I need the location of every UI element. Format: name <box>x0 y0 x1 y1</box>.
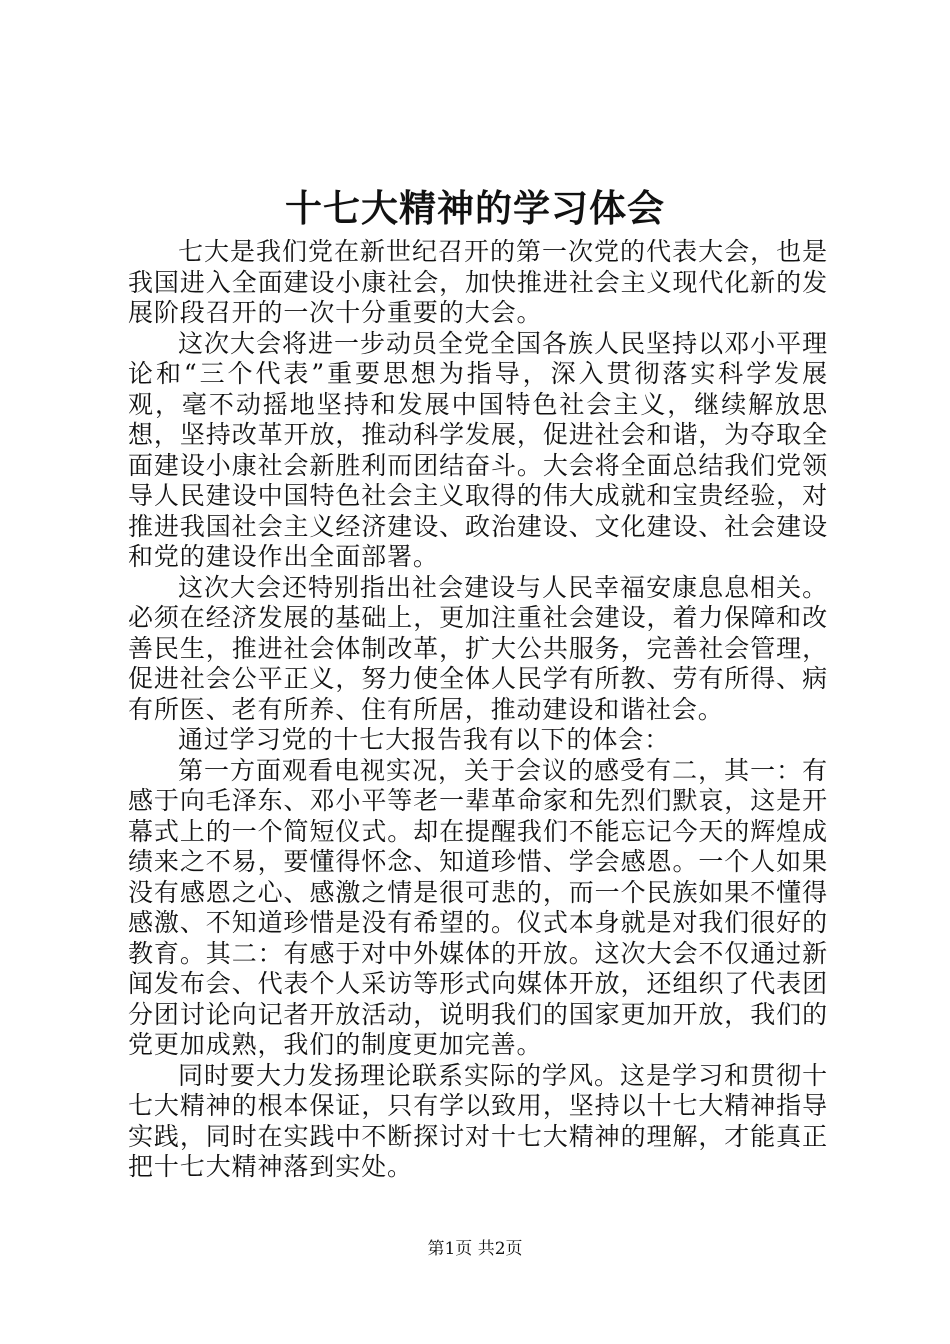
paragraph-4: 通过学习党的十七大报告我有以下的体会： <box>178 725 671 754</box>
paragraph-1: 七大是我们党在新世纪召开的第一次党的代表大会，也是我国进入全面建设小康社会，加快推进社会主义现代化新的发展阶段召开的一次十分重要的大会。 <box>128 237 828 327</box>
paragraph-5: 第一方面观看电视实况，关于会议的感受有二，其一：有感于向毛泽东、邓小平等老一辈革命家和先烈们默哀，这是开幕式上的一个简短仪式。却在提醒我们不能忘记今天的辉煌成绩来之不易，要懂得怀念、知道珍惜、学会感恩。一个人如果没有感恩之心、感激之情是很可悲的，而一个民族如果不懂得感激、不知道珍惜是没有希望的。仪式本身就是对我们很好的教育。其二：有感于对中外媒体的开放。这次大会不仅通过新闻发布会、代表个人采访等形式向媒体开放，还组织了代表团分团讨论向记者开放活动，说明我们的国家更加开放，我们的党更加成熟，我们的制度更加完善。 <box>128 755 828 1059</box>
page-footer: 第1页 共2页 <box>427 1239 523 1259</box>
document-body <box>128 237 828 1183</box>
document-title: 十七大精神的学习体会 <box>285 186 665 230</box>
paragraph-6: 同时要大力发扬理论联系实际的学风。这是学习和贯彻十七大精神的根本保证，只有学以致用，坚持以十七大精神指导实践，同时在实践中不断探讨对十七大精神的理解，才能真正把十七大精神落到实处。 <box>128 1060 828 1181</box>
paragraph-3: 这次大会还特别指出社会建设与人民幸福安康息息相关。必须在经济发展的基础上，更加注重社会建设，着力保障和改善民生，推进社会体制改革，扩大公共服务，完善社会管理，促进社会公平正义，努力使全体人民学有所教、劳有所得、病有所医、老有所养、住有所居，推动建设和谐社会。 <box>128 572 828 724</box>
paragraph-2: 这次大会将进一步动员全党全国各族人民坚持以邓小平理论和“三个代表”重要思想为指导，深入贯彻落实科学发展观，毫不动摇地坚持和发展中国特色社会主义，继续解放思想，坚持改革开放，推动科学发展，促进社会和谐，为夺取全面建设小康社会新胜利而团结奋斗。大会将全面总结我们党领导人民建设中国特色社会主义取得的伟大成就和宝贵经验，对推进我国社会主义经济建设、政治建设、文化建设、社会建设和党的建设作出全面部署。 <box>128 328 828 571</box>
